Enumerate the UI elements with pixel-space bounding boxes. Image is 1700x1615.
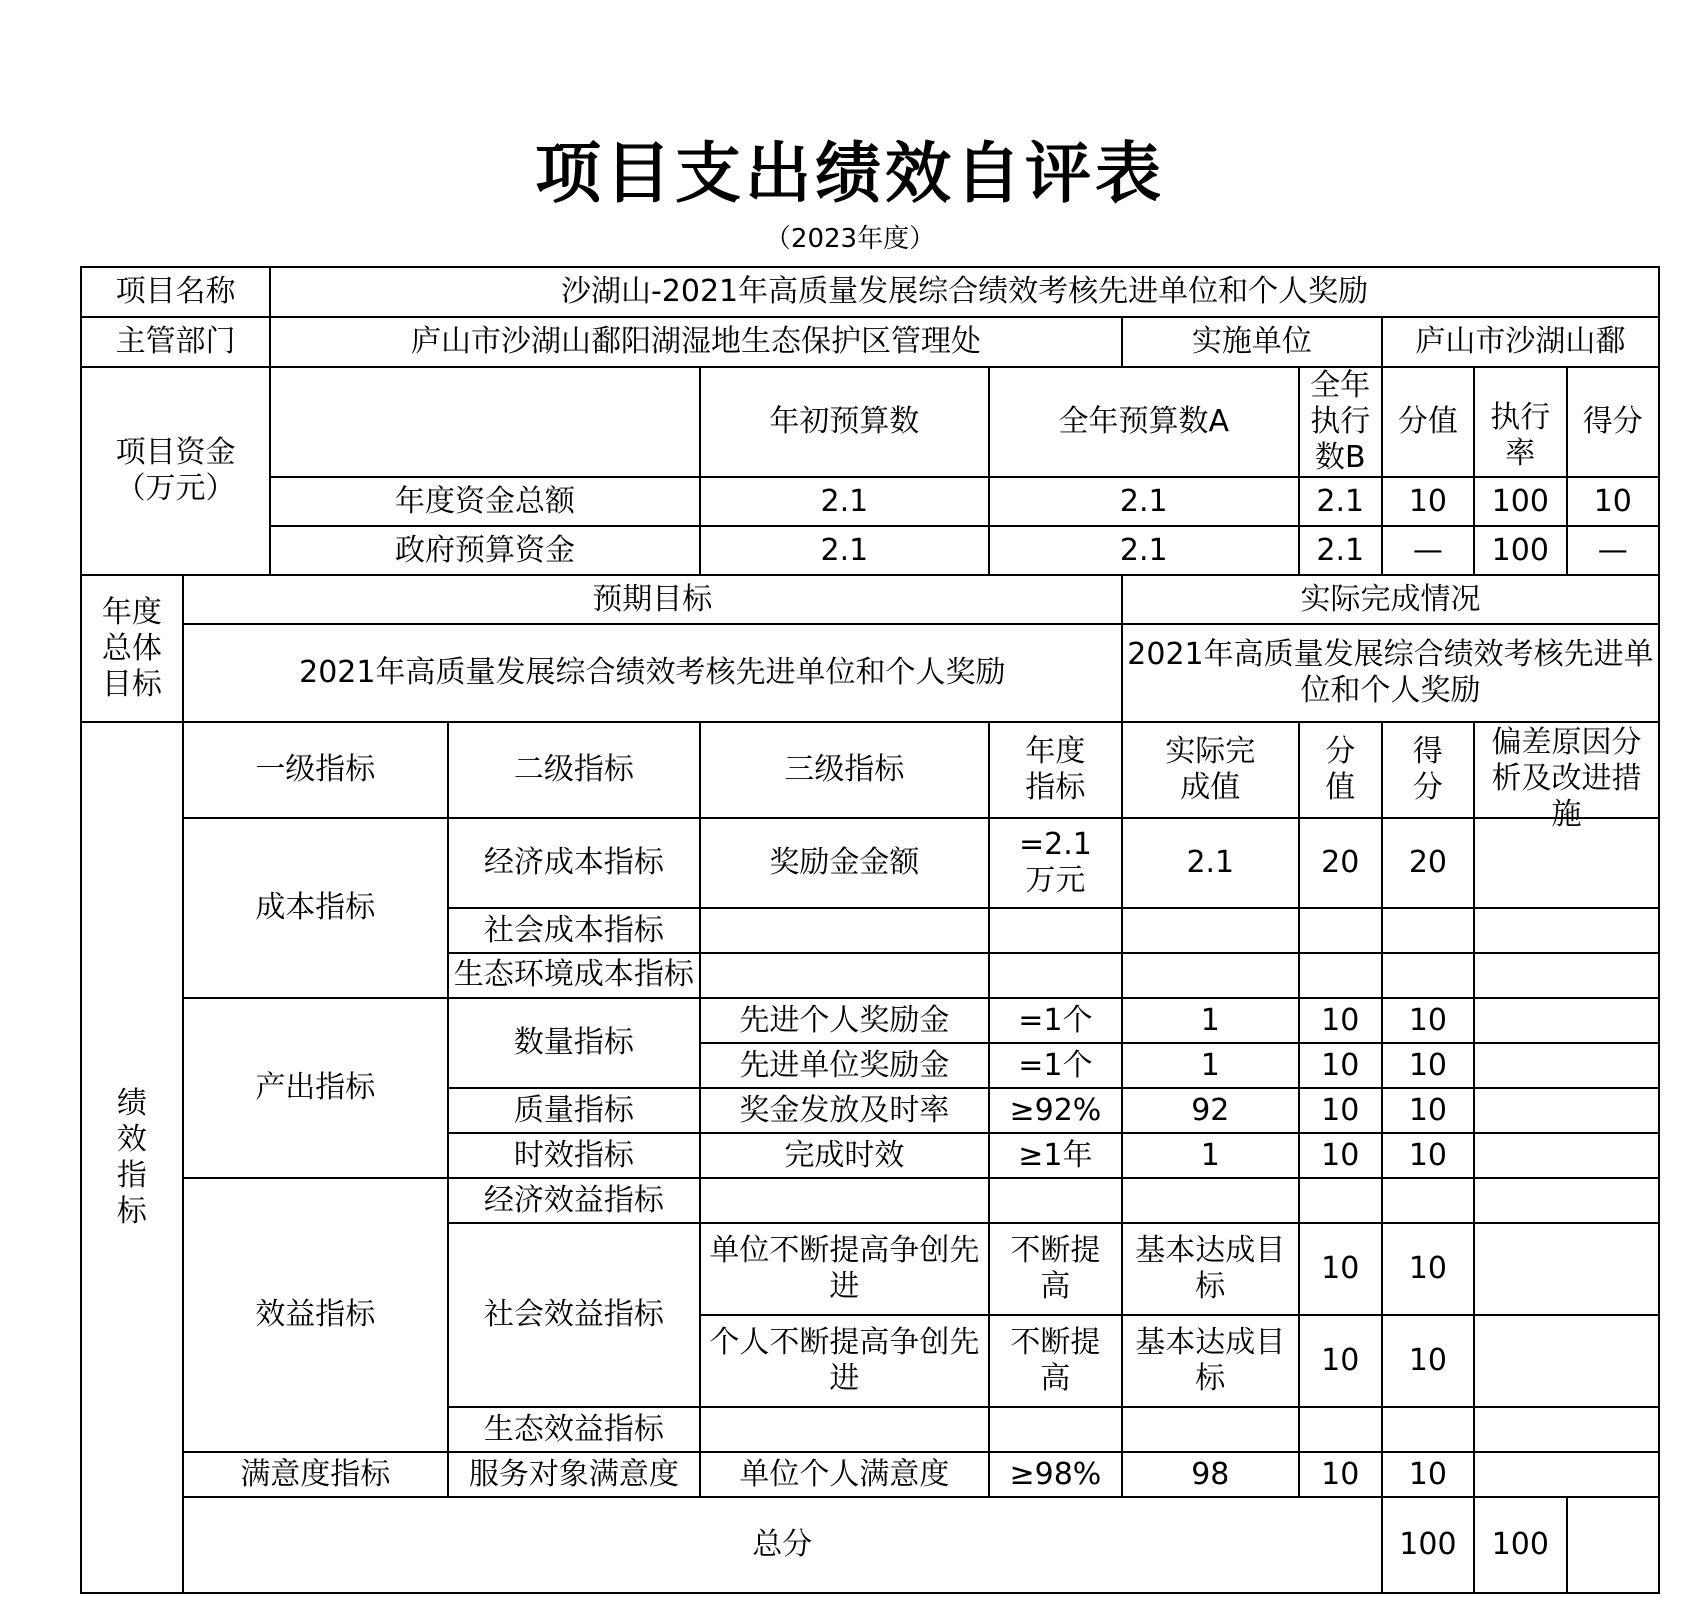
output-target: =1个	[989, 1043, 1122, 1088]
benefit-item: 个人不断提高争创先进	[700, 1315, 989, 1407]
funds-row-score: —	[1567, 526, 1659, 575]
page-title: 项目支出绩效自评表	[535, 134, 1165, 212]
funds-row-executed: 2.1	[1299, 477, 1382, 526]
benefit-level1: 效益指标	[183, 1178, 448, 1452]
output-item: 先进个人奖励金	[700, 998, 989, 1043]
cost-social: 社会成本指标	[448, 908, 700, 953]
funds-row-name: 年度资金总额	[270, 477, 700, 526]
benefit-social: 社会效益指标	[448, 1223, 700, 1407]
header-score: 得分	[1382, 722, 1474, 818]
output-target: =1个	[989, 998, 1122, 1043]
cost-economic-target: =2.1万元	[989, 818, 1122, 908]
satisfaction-actual: 98	[1122, 1452, 1299, 1497]
output-quality-item: 奖金发放及时率	[700, 1088, 989, 1133]
benefit-value: 10	[1299, 1223, 1382, 1315]
output-quantity: 数量指标	[448, 998, 700, 1088]
benefit-deviation	[1474, 1223, 1659, 1315]
expected-goal: 2021年高质量发展综合绩效考核先进单位和个人奖励	[183, 624, 1122, 722]
funds-row-score-value: —	[1382, 526, 1474, 575]
cost-economic-value: 20	[1299, 818, 1382, 908]
performance-table	[80, 266, 1660, 1594]
output-quality-value: 10	[1299, 1088, 1382, 1133]
output-timeliness-item: 完成时效	[700, 1133, 989, 1178]
header-level3: 三级指标	[700, 722, 989, 818]
output-deviation	[1474, 998, 1659, 1043]
satisfaction-target: ≥98%	[989, 1452, 1122, 1497]
total-score: 100	[1474, 1497, 1567, 1593]
expected-goal-label: 预期目标	[183, 575, 1122, 624]
benefit-score: 10	[1382, 1315, 1474, 1407]
cost-economic: 经济成本指标	[448, 818, 700, 908]
year-note: （2023年度）	[764, 224, 936, 254]
funds-row-annual: 2.1	[989, 477, 1299, 526]
output-value: 10	[1299, 1043, 1382, 1088]
output-timeliness-score: 10	[1382, 1133, 1474, 1178]
benefit-actual: 基本达成目标	[1122, 1223, 1299, 1315]
funds-label: 项目资金（万元）	[81, 367, 270, 575]
funds-row-executed: 2.1	[1299, 526, 1382, 575]
satisfaction-score: 10	[1382, 1452, 1474, 1497]
header-level2: 二级指标	[448, 722, 700, 818]
cost-level1: 成本指标	[183, 818, 448, 998]
header-actual: 实际完成值	[1122, 722, 1299, 818]
output-timeliness-value: 10	[1299, 1133, 1382, 1178]
benefit-economic: 经济效益指标	[448, 1178, 700, 1223]
benefit-eco: 生态效益指标	[448, 1407, 700, 1452]
output-quality: 质量指标	[448, 1088, 700, 1133]
funds-row-rate: 100	[1474, 526, 1567, 575]
actual-goal: 2021年高质量发展综合绩效考核先进单位和个人奖励	[1122, 624, 1659, 722]
project-name: 沙湖山-2021年高质量发展综合绩效考核先进单位和个人奖励	[270, 267, 1659, 317]
goal-label: 年度总体目标	[81, 575, 183, 722]
funds-row-annual: 2.1	[989, 526, 1299, 575]
header-value: 分值	[1299, 722, 1382, 818]
output-quality-actual: 92	[1122, 1088, 1299, 1133]
total-label: 总分	[183, 1497, 1382, 1593]
satisfaction-level1: 满意度指标	[183, 1452, 448, 1497]
funds-header-initial: 年初预算数	[700, 367, 989, 477]
funds-header-blank	[270, 367, 700, 477]
satisfaction-item: 单位个人满意度	[700, 1452, 989, 1497]
cost-eco: 生态环境成本指标	[448, 953, 700, 998]
funds-header-executed: 全年执行数B	[1299, 367, 1382, 477]
output-level1: 产出指标	[183, 998, 448, 1178]
output-timeliness-deviation	[1474, 1133, 1659, 1178]
cost-economic-item: 奖励金金额	[700, 818, 989, 908]
actual-goal-label: 实际完成情况	[1122, 575, 1659, 624]
output-quality-deviation	[1474, 1088, 1659, 1133]
header-deviation: 偏差原因分析及改进措施	[1474, 722, 1659, 818]
cost-economic-score: 20	[1382, 818, 1474, 908]
dept-label: 主管部门	[81, 317, 270, 367]
impl-unit: 庐山市沙湖山鄱	[1382, 317, 1659, 367]
funds-header-annual: 全年预算数A	[989, 367, 1299, 477]
header-target: 年度指标	[989, 722, 1122, 818]
benefit-target: 不断提高	[989, 1315, 1122, 1407]
dept-name: 庐山市沙湖山鄱阳湖湿地生态保护区管理处	[270, 317, 1122, 367]
funds-row-initial: 2.1	[700, 477, 989, 526]
funds-row-rate: 100	[1474, 477, 1567, 526]
funds-header-rate: 执行率	[1474, 367, 1567, 477]
funds-row-initial: 2.1	[700, 526, 989, 575]
output-score: 10	[1382, 998, 1474, 1043]
output-value: 10	[1299, 998, 1382, 1043]
funds-row-score: 10	[1567, 477, 1659, 526]
output-score: 10	[1382, 1043, 1474, 1088]
output-timeliness-target: ≥1年	[989, 1133, 1122, 1178]
total-value: 100	[1382, 1497, 1474, 1593]
funds-header-score: 得分	[1567, 367, 1659, 477]
satisfaction-level2: 服务对象满意度	[448, 1452, 700, 1497]
funds-row-name: 政府预算资金	[270, 526, 700, 575]
satisfaction-deviation	[1474, 1452, 1659, 1497]
indicators-label: 绩效指标	[81, 722, 183, 1593]
benefit-item: 单位不断提高争创先进	[700, 1223, 989, 1315]
output-actual: 1	[1122, 1043, 1299, 1088]
header-level1: 一级指标	[183, 722, 448, 818]
satisfaction-value: 10	[1299, 1452, 1382, 1497]
output-timeliness: 时效指标	[448, 1133, 700, 1178]
cost-economic-actual: 2.1	[1122, 818, 1299, 908]
funds-row-score-value: 10	[1382, 477, 1474, 526]
benefit-score: 10	[1382, 1223, 1474, 1315]
benefit-target: 不断提高	[989, 1223, 1122, 1315]
output-deviation	[1474, 1043, 1659, 1088]
benefit-deviation	[1474, 1315, 1659, 1407]
output-item: 先进单位奖励金	[700, 1043, 989, 1088]
output-actual: 1	[1122, 998, 1299, 1043]
output-quality-score: 10	[1382, 1088, 1474, 1133]
project-name-label: 项目名称	[81, 267, 270, 317]
impl-label: 实施单位	[1122, 317, 1382, 367]
output-quality-target: ≥92%	[989, 1088, 1122, 1133]
benefit-actual: 基本达成目标	[1122, 1315, 1299, 1407]
output-timeliness-actual: 1	[1122, 1133, 1299, 1178]
benefit-value: 10	[1299, 1315, 1382, 1407]
funds-header-score-value: 分值	[1382, 367, 1474, 477]
total-deviation	[1567, 1497, 1659, 1593]
